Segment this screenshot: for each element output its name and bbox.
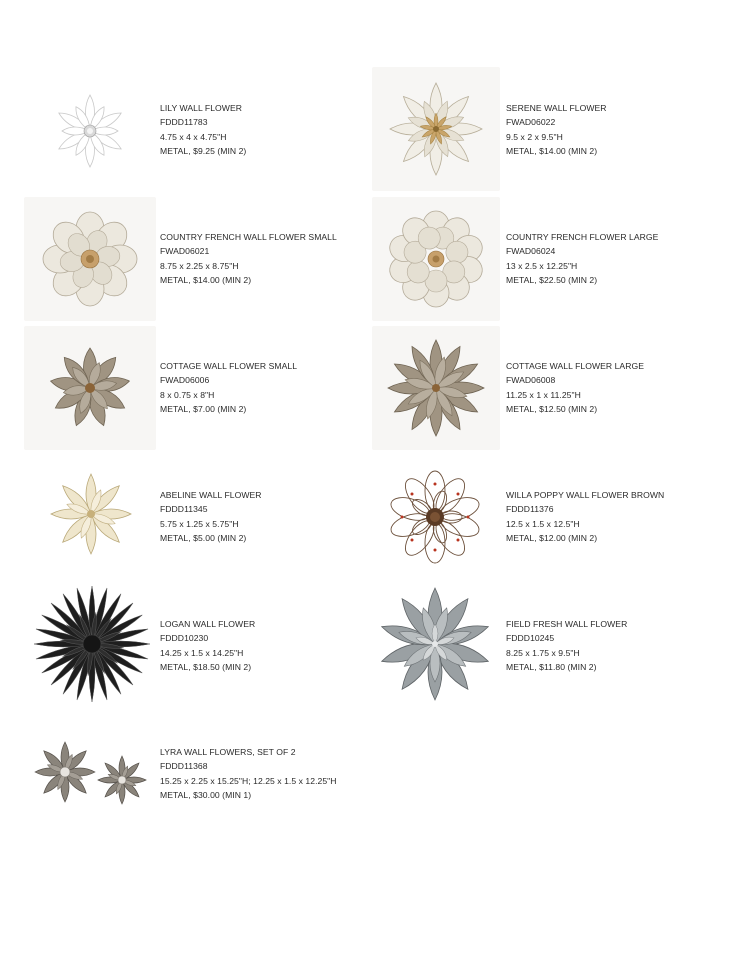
product-dimensions: 15.25 x 2.25 x 15.25"H; 12.25 x 1.5 x 12.25"H [160, 775, 337, 786]
lily-flower-icon [36, 76, 144, 186]
product-price: METAL, $12.50 (MIN 2) [506, 404, 598, 415]
product-dimensions: 11.25 x 1 x 11.25"H [506, 389, 581, 400]
product-sku: FDDD11345 [160, 504, 208, 515]
product-dimensions: 13 x 2.5 x 12.25"H [506, 260, 578, 271]
product-text [506, 101, 607, 159]
product-text [506, 488, 664, 546]
product-name: ABELINE WALL FLOWER [160, 490, 262, 500]
country-french-flower-icon [24, 197, 156, 321]
abeline-flower-icon [38, 470, 144, 558]
product-text [160, 359, 297, 417]
product-sku: FDDD11783 [160, 117, 208, 128]
product-name: COUNTRY FRENCH WALL FLOWER SMALL [160, 232, 337, 242]
product-price: METAL, $12.00 (MIN 2) [506, 533, 598, 544]
product-sku: FDDD11376 [506, 504, 554, 515]
country-french-flower-large-icon [372, 197, 500, 321]
field-fresh-flower-icon [376, 584, 494, 704]
product-text [160, 230, 337, 288]
product-price: METAL, $11.80 (MIN 2) [506, 662, 597, 673]
product-sku: FDDD10245 [506, 633, 555, 644]
product-text [506, 359, 644, 417]
lyra-flowers-pair-icon [30, 738, 152, 808]
product-price: METAL, $14.00 (MIN 2) [160, 275, 252, 286]
product-sku: FWAD06008 [506, 375, 556, 386]
black-daisy-flower-icon [28, 584, 156, 704]
product-dimensions: 8.75 x 2.25 x 8.75"H [160, 260, 239, 271]
product-name: WILLA POPPY WALL FLOWER BROWN [506, 490, 665, 500]
product-price: METAL, $22.50 (MIN 2) [506, 275, 598, 286]
wire-poppy-flower-icon [382, 468, 488, 566]
product-name: FIELD FRESH WALL FLOWER [506, 619, 628, 629]
product-name: LOGAN WALL FLOWER [160, 619, 256, 629]
product-sku: FDDD10230 [160, 633, 209, 644]
product-text [160, 617, 255, 675]
product-text [160, 745, 337, 803]
product-name: LILY WALL FLOWER [160, 103, 242, 113]
product-sku: FWAD06024 [506, 246, 556, 257]
cottage-flower-large-icon [372, 326, 500, 450]
product-dimensions: 8.25 x 1.75 x 9.5"H [506, 647, 580, 658]
product-sku: FWAD06022 [506, 117, 556, 128]
product-price: METAL, $18.50 (MIN 2) [160, 662, 252, 673]
product-text [506, 617, 627, 675]
product-dimensions: 4.75 x 4 x 4.75"H [160, 131, 227, 142]
product-price: METAL, $9.25 (MIN 2) [160, 146, 247, 157]
product-name: COTTAGE WALL FLOWER LARGE [506, 361, 644, 371]
product-text [160, 488, 262, 546]
product-price: METAL, $30.00 (MIN 1) [160, 790, 252, 801]
product-name: COUNTRY FRENCH FLOWER LARGE [506, 232, 659, 242]
product-name: COTTAGE WALL FLOWER SMALL [160, 361, 298, 371]
product-price: METAL, $5.00 (MIN 2) [160, 533, 247, 544]
product-dimensions: 8 x 0.75 x 8"H [160, 389, 215, 400]
product-dimensions: 5.75 x 1.25 x 5.75"H [160, 518, 239, 529]
product-price: METAL, $14.00 (MIN 2) [506, 146, 598, 157]
serene-flower-icon [372, 67, 500, 191]
product-dimensions: 14.25 x 1.5 x 14.25"H [160, 647, 244, 658]
product-name: SERENE WALL FLOWER [506, 103, 607, 113]
product-sku: FWAD06006 [160, 375, 210, 386]
product-text [506, 230, 658, 288]
product-dimensions: 9.5 x 2 x 9.5"H [506, 131, 563, 142]
product-text [160, 101, 246, 159]
product-sku: FDDD11368 [160, 761, 208, 772]
cottage-flower-icon [24, 326, 156, 450]
product-price: METAL, $7.00 (MIN 2) [160, 404, 247, 415]
product-dimensions: 12.5 x 1.5 x 12.5"H [506, 518, 580, 529]
product-sku: FWAD06021 [160, 246, 210, 257]
product-name: LYRA WALL FLOWERS, SET OF 2 [160, 747, 296, 757]
